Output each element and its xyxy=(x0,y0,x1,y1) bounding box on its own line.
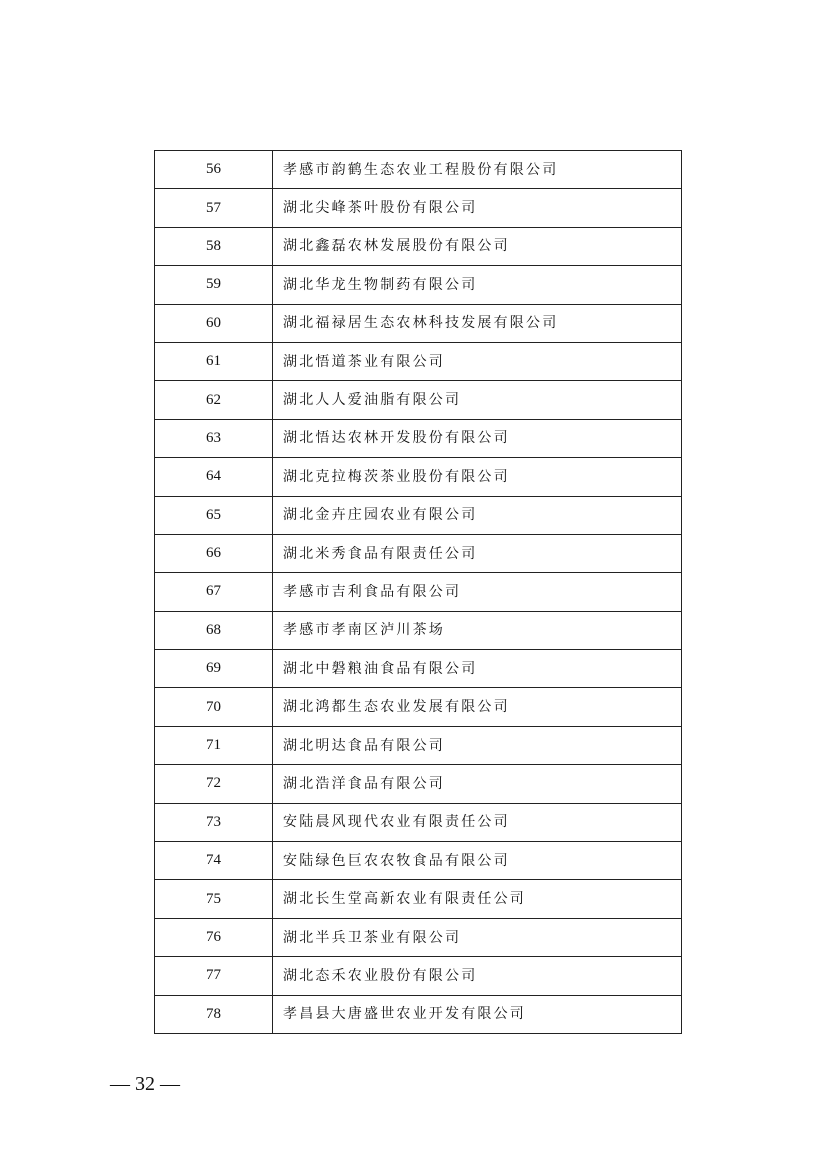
row-number: 71 xyxy=(155,726,273,764)
row-number: 73 xyxy=(155,803,273,841)
company-name: 湖北态禾农业股份有限公司 xyxy=(273,957,682,995)
table-row xyxy=(155,151,682,189)
row-number: 67 xyxy=(155,573,273,611)
company-name: 湖北华龙生物制药有限公司 xyxy=(273,266,682,304)
company-name: 湖北人人爱油脂有限公司 xyxy=(273,381,682,419)
table-row xyxy=(155,458,682,496)
row-number: 74 xyxy=(155,842,273,880)
row-number: 58 xyxy=(155,227,273,265)
table-row xyxy=(155,573,682,611)
company-list-body xyxy=(155,151,682,1034)
company-name: 湖北半兵卫茶业有限公司 xyxy=(273,918,682,956)
table-row xyxy=(155,918,682,956)
row-number: 64 xyxy=(155,458,273,496)
table-row xyxy=(155,803,682,841)
company-name: 湖北尖峰茶叶股份有限公司 xyxy=(273,189,682,227)
table-row xyxy=(155,957,682,995)
table-row xyxy=(155,688,682,726)
company-list-table xyxy=(154,150,682,1034)
row-number: 69 xyxy=(155,650,273,688)
company-name: 湖北米秀食品有限责任公司 xyxy=(273,534,682,572)
row-number: 56 xyxy=(155,151,273,189)
row-number: 63 xyxy=(155,419,273,457)
company-name: 湖北悟达农林开发股份有限公司 xyxy=(273,419,682,457)
page-number: — 32 — xyxy=(110,1073,180,1095)
row-number: 61 xyxy=(155,342,273,380)
table-row xyxy=(155,611,682,649)
table-row xyxy=(155,726,682,764)
row-number: 62 xyxy=(155,381,273,419)
table-row xyxy=(155,419,682,457)
company-name: 孝感市孝南区泸川茶场 xyxy=(273,611,682,649)
table-row xyxy=(155,189,682,227)
table-row xyxy=(155,880,682,918)
company-name: 孝昌县大唐盛世农业开发有限公司 xyxy=(273,995,682,1033)
company-name: 安陆晨风现代农业有限责任公司 xyxy=(273,803,682,841)
company-name: 孝感市吉利食品有限公司 xyxy=(273,573,682,611)
company-name: 湖北明达食品有限公司 xyxy=(273,726,682,764)
table-row xyxy=(155,765,682,803)
table-row xyxy=(155,342,682,380)
row-number: 66 xyxy=(155,534,273,572)
row-number: 65 xyxy=(155,496,273,534)
row-number: 78 xyxy=(155,995,273,1033)
row-number: 70 xyxy=(155,688,273,726)
row-number: 77 xyxy=(155,957,273,995)
row-number: 60 xyxy=(155,304,273,342)
company-name: 湖北福禄居生态农林科技发展有限公司 xyxy=(273,304,682,342)
row-number: 75 xyxy=(155,880,273,918)
company-name: 湖北金卉庄园农业有限公司 xyxy=(273,496,682,534)
company-name: 湖北长生堂高新农业有限责任公司 xyxy=(273,880,682,918)
company-name: 湖北鑫磊农林发展股份有限公司 xyxy=(273,227,682,265)
table-row xyxy=(155,842,682,880)
row-number: 59 xyxy=(155,266,273,304)
table-row xyxy=(155,650,682,688)
row-number: 68 xyxy=(155,611,273,649)
row-number: 57 xyxy=(155,189,273,227)
table-row xyxy=(155,227,682,265)
company-name: 湖北悟道茶业有限公司 xyxy=(273,342,682,380)
row-number: 72 xyxy=(155,765,273,803)
company-name: 湖北中磐粮油食品有限公司 xyxy=(273,650,682,688)
company-name: 湖北克拉梅茨茶业股份有限公司 xyxy=(273,458,682,496)
row-number: 76 xyxy=(155,918,273,956)
table-row xyxy=(155,534,682,572)
table-row xyxy=(155,381,682,419)
company-name: 湖北浩洋食品有限公司 xyxy=(273,765,682,803)
company-name: 湖北鸿都生态农业发展有限公司 xyxy=(273,688,682,726)
table-row xyxy=(155,995,682,1033)
table-row xyxy=(155,496,682,534)
company-name: 孝感市韵鹤生态农业工程股份有限公司 xyxy=(273,151,682,189)
table-row xyxy=(155,266,682,304)
table-row xyxy=(155,304,682,342)
company-name: 安陆绿色巨农农牧食品有限公司 xyxy=(273,842,682,880)
